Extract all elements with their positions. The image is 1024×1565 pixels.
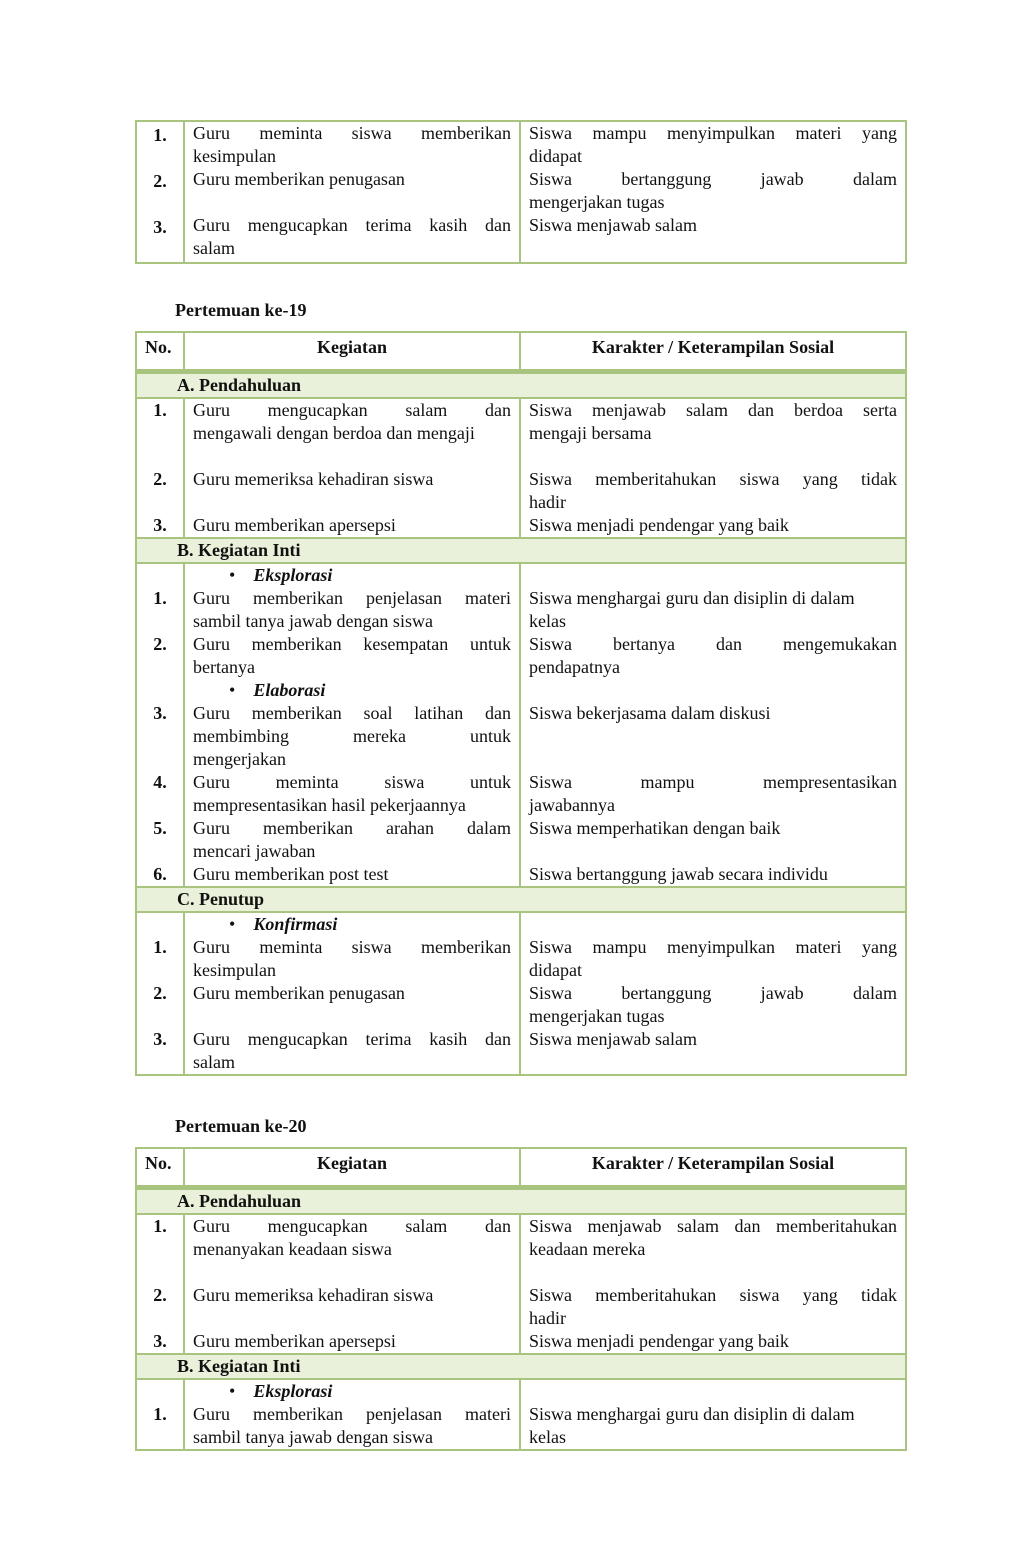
table-continuation	[135, 120, 907, 264]
bullet-elaborasi: • Elaborasi	[193, 679, 511, 702]
table-row: 1. 2. 3. • Konfirmasi Guru meminta siswa memberikan kesimpulan Guru memberikan penugasan Guru mengucapkan terima kasih dan salam Siswa mampu menyimpulkan materi yang didapat Siswa bertanggung jawab dalam mengerjakan tugas Siswa menjawab salam	[136, 912, 906, 1075]
table-row: 1. 2. 3. Guru mengucapkan salam dan mengawali dengan berdoa dan mengaji Guru memeriksa kehadiran siswa Guru memberikan apersepsi Siswa menjawab salam dan berdoa serta mengaji bersama Siswa memberitahukan siswa yang tidak hadir Siswa menjadi pendengar yang baik	[136, 398, 906, 538]
header-karakter: Karakter / Keterampilan Sosial	[520, 1148, 906, 1188]
bullet-eksplorasi: • Eksplorasi	[193, 1380, 511, 1403]
table-header	[136, 1148, 906, 1188]
section-title-p20: Pertemuan ke-20	[175, 1116, 307, 1136]
section-row: B. Kegiatan Inti	[136, 1354, 906, 1379]
section-row: C. Penutup	[136, 887, 906, 912]
header-no: No.	[136, 332, 184, 372]
kegiatan-column: Guru meminta siswa memberikan kesimpulan Guru memberikan penugasan Guru mengucapkan terima kasih dan salam	[184, 121, 520, 263]
header-karakter: Karakter / Keterampilan Sosial	[520, 332, 906, 372]
section-row: A. Pendahuluan	[136, 1188, 906, 1215]
bullet-eksplorasi: • Eksplorasi	[193, 564, 511, 587]
table-row: 1. 2. 3. 4. 5. 6. • Eksplorasi Guru memberikan penjelasan materi sambil tanya jawab dengan siswa Guru memberikan kesempatan untuk bertanya • Elaborasi Guru memberikan soal latihan dan membimbing mereka untuk mengerjakan Guru meminta siswa untuk mempresentasikan hasil pekerjaannya Guru memberikan arahan dalam mencari jawaban Guru memberikan post test Siswa menghargai guru dan disiplin di dalam kelas Siswa bertanya dan mengemukakan pendapatnya Siswa bekerjasama dalam diskusi Siswa mampu mempresentasikan jawabannya Siswa memperhatikan dengan baik Siswa bertanggung jawab secara individu	[136, 563, 906, 887]
karakter-column: Siswa mampu menyimpulkan materi yang didapat Siswa bertanggung jawab dalam mengerjakan tugas Siswa menjawab salam	[520, 121, 906, 263]
table-row: 1. • Eksplorasi Guru memberikan penjelasan materi sambil tanya jawab dengan siswa Siswa menghargai guru dan disiplin di dalam kelas	[136, 1379, 906, 1450]
table-header	[136, 332, 906, 372]
number-column: 1. 2. 3.	[136, 121, 184, 263]
table-pertemuan-19	[135, 331, 907, 1076]
header-no: No.	[136, 1148, 184, 1188]
section-row: A. Pendahuluan	[136, 372, 906, 399]
header-kegiatan: Kegiatan	[184, 332, 520, 372]
table-row: 1. 2. 3. Guru mengucapkan salam dan menanyakan keadaan siswa Guru memeriksa kehadiran siswa Guru memberikan apersepsi Siswa menjawab salam dan memberitahukan keadaan mereka Siswa memberitahukan siswa yang tidak hadir Siswa menjadi pendengar yang baik	[136, 1214, 906, 1354]
header-kegiatan: Kegiatan	[184, 1148, 520, 1188]
table-row	[136, 121, 906, 263]
section-title-p19: Pertemuan ke-19	[175, 300, 307, 320]
section-row: B. Kegiatan Inti	[136, 538, 906, 563]
bullet-konfirmasi: • Konfirmasi	[193, 913, 511, 936]
table-pertemuan-20	[135, 1147, 907, 1451]
